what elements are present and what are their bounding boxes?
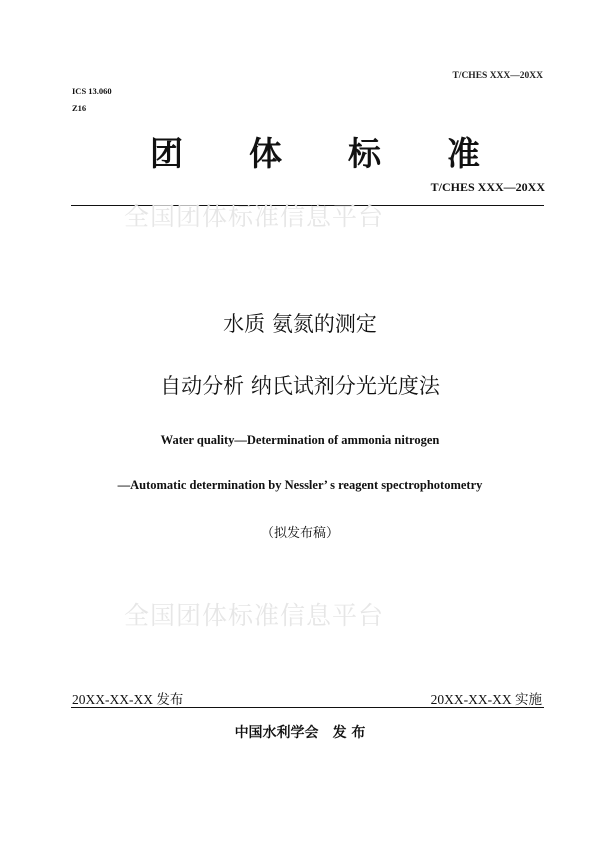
watermark-top: 全国团体标准信息平台: [124, 202, 385, 231]
chinese-title-line-2: 自动分析 纳氏试剂分光光度法: [160, 374, 440, 398]
issue-date: 20XX-XX-XX 发布: [72, 692, 184, 707]
publisher-line: [0, 722, 600, 742]
document-type-title: [150, 128, 480, 175]
ccs-code: Z16: [72, 103, 87, 113]
bottom-divider: [71, 707, 544, 708]
chinese-title-line-1: 水质 氨氮的测定: [223, 312, 377, 336]
document-type-char: 标: [348, 134, 381, 173]
header-standard-code: T/CHES XXX—20XX: [452, 71, 543, 81]
draft-status: （拟发布稿）: [260, 526, 339, 541]
watermark-bottom: 全国团体标准信息平台: [124, 601, 385, 630]
english-title-line-2: —Automatic determination by Nessler’ s reagent spectrophotometry: [117, 478, 483, 492]
standard-number: T/CHES XXX—20XX: [430, 180, 545, 194]
implementation-date: 20XX-XX-XX 实施: [430, 692, 542, 707]
english-title-line-1: Water quality—Determination of ammonia nitrogen: [160, 433, 440, 447]
document-type-char: 体: [249, 134, 282, 173]
document-type-char: 准: [447, 134, 480, 173]
ics-code: ICS 13.060: [72, 86, 112, 96]
publisher-organization: 中国水利学会: [234, 725, 319, 741]
publisher-action: 发 布: [332, 725, 366, 741]
document-type-char: 团: [150, 134, 183, 173]
